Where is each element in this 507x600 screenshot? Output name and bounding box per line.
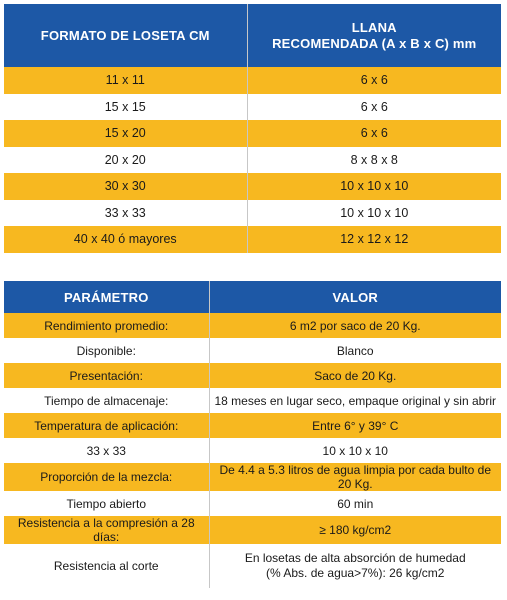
tile-format-cell: 30 x 30: [4, 173, 247, 200]
table-row: [4, 173, 501, 200]
parameter-cell: Tiempo de almacenaje:: [4, 388, 209, 413]
tile-format-cell: 33 x 33: [4, 200, 247, 227]
header-tile-format: FORMATO DE LOSETA CM: [4, 4, 247, 67]
parameters-table: [4, 281, 501, 588]
parameter-cell: Temperatura de aplicación:: [4, 413, 209, 438]
table-row: [4, 120, 501, 147]
parameter-cell: Presentación:: [4, 363, 209, 388]
value-cell: ≥ 180 kg/cm2: [209, 516, 501, 544]
table-row: [4, 388, 501, 413]
table-row: [4, 491, 501, 516]
tile-format-cell: 20 x 20: [4, 147, 247, 174]
value-cell: Saco de 20 Kg.: [209, 363, 501, 388]
table-row: [4, 516, 501, 544]
parameter-cell: Tiempo abierto: [4, 491, 209, 516]
trowel-size-cell: 10 x 10 x 10: [247, 173, 501, 200]
table-row: [4, 147, 501, 174]
header-trowel-line2: RECOMENDADA (A x B x C) mm: [272, 35, 477, 51]
table-row: [4, 463, 501, 491]
header-value: VALOR: [209, 281, 501, 313]
table-row: [4, 313, 501, 338]
table-row: [4, 338, 501, 363]
parameter-cell: Rendimiento promedio:: [4, 313, 209, 338]
trowel-size-cell: 6 x 6: [247, 94, 501, 121]
table-row: [4, 363, 501, 388]
parameter-cell: Proporción de la mezcla:: [4, 463, 209, 491]
tile-format-cell: 15 x 15: [4, 94, 247, 121]
value-cell: De 4.4 a 5.3 litros de agua limpia por cada bulto de 20 Kg.: [209, 463, 501, 491]
parameter-cell: Resistencia a la compresión a 28 días:: [4, 516, 209, 544]
table-row: [4, 67, 501, 94]
header-parameter: PARÁMETRO: [4, 281, 209, 313]
value-cell: Blanco: [209, 338, 501, 363]
header-recommended-trowel: [247, 4, 501, 67]
trowel-size-cell: 6 x 6: [247, 67, 501, 94]
value-cell: 60 min: [209, 491, 501, 516]
value-cell: [209, 544, 501, 588]
parameter-cell: Resistencia al corte: [4, 544, 209, 588]
value-cell: 18 meses en lugar seco, empaque original y sin abrir: [209, 388, 501, 413]
value-cell: 6 m2 por saco de 20 Kg.: [209, 313, 501, 338]
trowel-size-cell: 12 x 12 x 12: [247, 226, 501, 253]
table-row: [4, 438, 501, 463]
tile-format-cell: 11 x 11: [4, 67, 247, 94]
header-trowel-line1: LLANA: [351, 19, 397, 35]
table-row: [4, 200, 501, 227]
value-cell: 10 x 10 x 10: [209, 438, 501, 463]
tile-format-cell: 15 x 20: [4, 120, 247, 147]
table-row: [4, 226, 501, 253]
trowel-size-cell: 6 x 6: [247, 120, 501, 147]
trowel-size-cell: 8 x 8 x 8: [247, 147, 501, 174]
tile-format-table: [4, 4, 501, 253]
tile-format-cell: 40 x 40 ó mayores: [4, 226, 247, 253]
table-row: [4, 544, 501, 588]
value-cell: Entre 6° y 39° C: [209, 413, 501, 438]
tile-format-header-row: [4, 4, 501, 67]
parameter-cell: 33 x 33: [4, 438, 209, 463]
value-line1: En losetas de alta absorción de humedad: [244, 551, 466, 565]
value-line2: (% Abs. de agua>7%): 26 kg/cm2: [266, 566, 445, 580]
table-row: [4, 94, 501, 121]
table-row: [4, 413, 501, 438]
parameters-header-row: [4, 281, 501, 313]
parameter-cell: Disponible:: [4, 338, 209, 363]
trowel-size-cell: 10 x 10 x 10: [247, 200, 501, 227]
